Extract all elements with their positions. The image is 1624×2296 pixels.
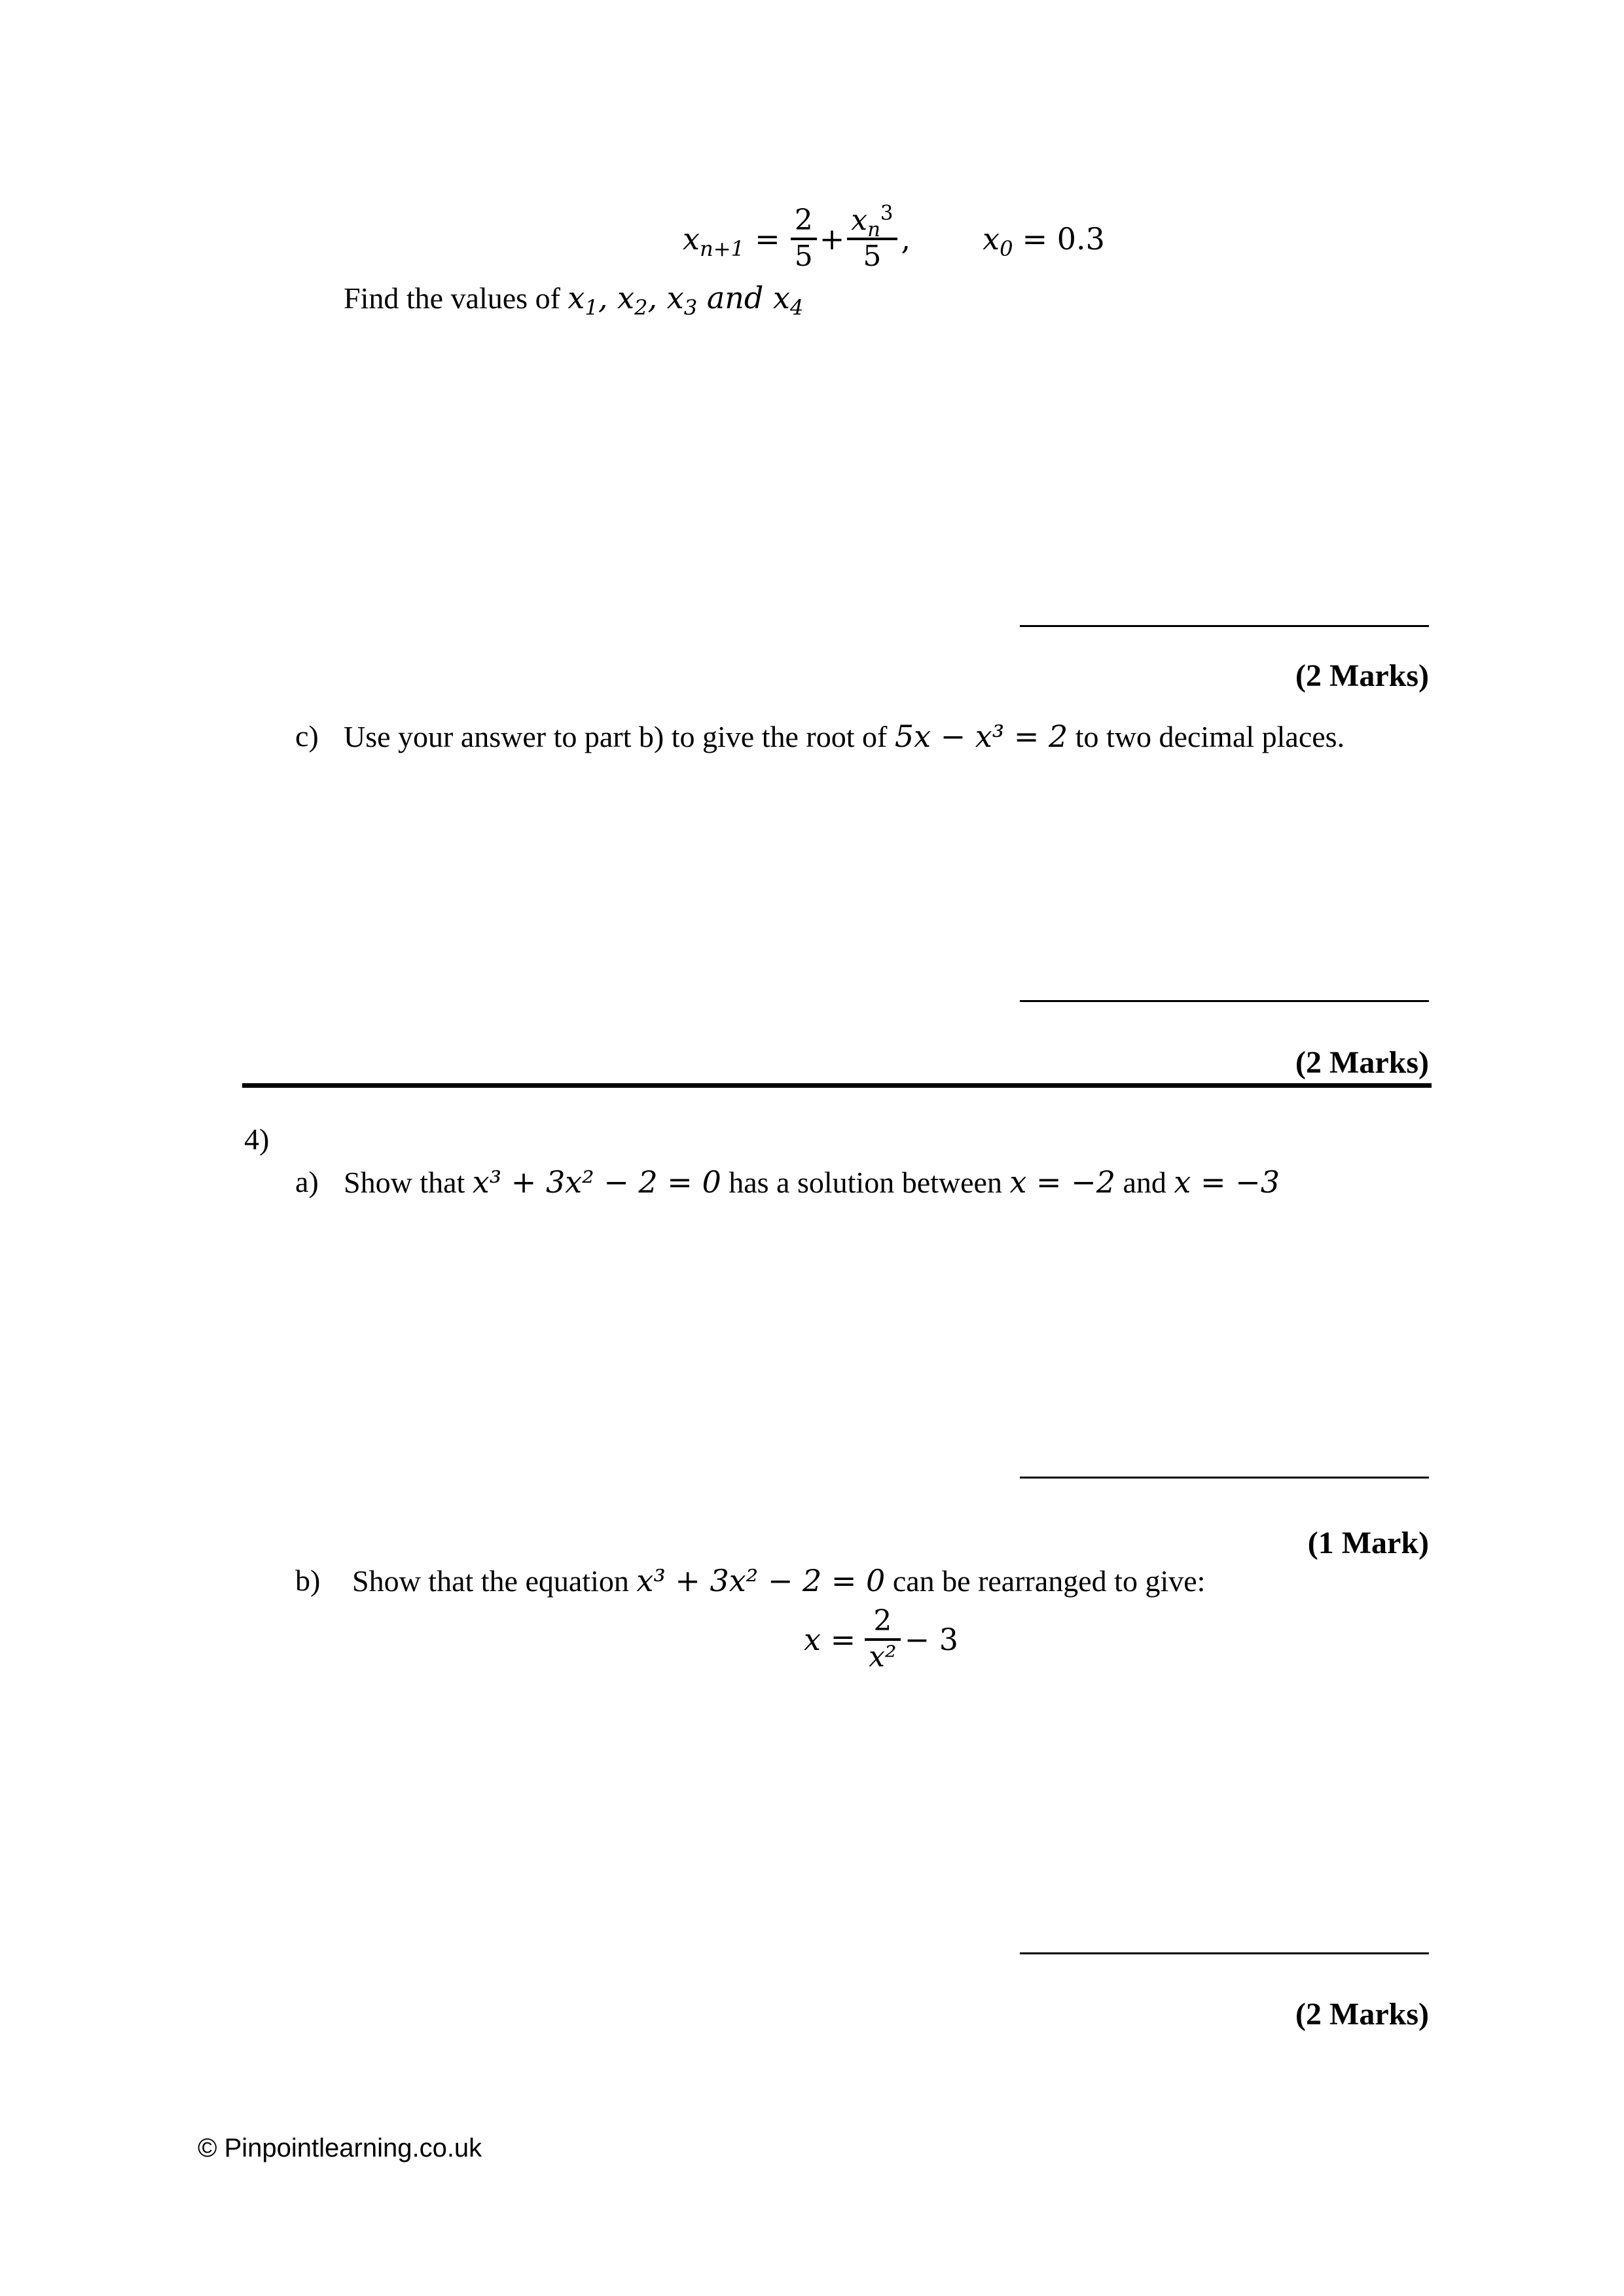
question-separator [242, 1083, 1432, 1088]
q4b-result-lhs: x = [804, 1622, 856, 1657]
q4b-label: b) [295, 1564, 321, 1597]
q4b-answer-line[interactable] [1020, 1952, 1429, 1954]
q4a-bound1: x = −2 [1009, 1164, 1115, 1200]
variable-item: $x_3$ and [666, 280, 773, 321]
variable-item: $x_1$, [568, 280, 618, 321]
q3b-marks: (2 Marks) [1295, 658, 1429, 693]
fraction-two-over-x-squared: $\frac{2}{\text{x²}}$ [865, 1605, 900, 1674]
q4a-marks: (1 Mark) [1307, 1526, 1429, 1560]
q4b-rearranged-formula [804, 1597, 958, 1682]
formula-lhs: $x_{n+1}$ [683, 221, 745, 262]
q3c-equation: 5x − x³ = 2 [894, 719, 1068, 754]
q4b-text: Show that the equation x³ + 3x² − 2 = 0 can be rearranged to give: [352, 1563, 1206, 1598]
q3c-label: c) [295, 719, 319, 753]
q4a-bound2: x = −3 [1174, 1164, 1280, 1200]
formula-equals: = [755, 221, 780, 257]
q3b-answer-line[interactable] [1020, 625, 1429, 627]
q4a-text: Show that x³ + 3x² − 2 = 0 has a solution between x = −2 and x = −3 [344, 1164, 1280, 1200]
fraction-xn-cubed-over-five: $\frac{x_n^3}{5}$ [847, 204, 897, 273]
q4b-marks: (2 Marks) [1295, 1997, 1429, 2032]
q3c-answer-line[interactable] [1020, 1000, 1429, 1002]
q3c-marks: (2 Marks) [1295, 1045, 1429, 1080]
recurrence-formula [683, 193, 1105, 285]
q4-number: 4) [244, 1122, 270, 1156]
q4b-equation: x³ + 3x² − 2 = 0 [636, 1563, 886, 1598]
q4a-answer-line[interactable] [1020, 1477, 1429, 1479]
x0-var: $x_0$ [983, 221, 1013, 262]
q4b-result-tail: − 3 [904, 1622, 958, 1657]
fraction-two-fifths: $\frac{2}{5}$ [791, 204, 817, 273]
formula-plus: + [819, 221, 845, 257]
q3c-text: Use your answer to part b) to give the root of 5x − x³ = 2 to two decimal places. [344, 719, 1345, 754]
formula-comma: , [901, 221, 911, 257]
q3b-prompt: Find the values of $x_1$, $x_2$, $x_3$ and $x_4$ [344, 280, 804, 321]
q4a-label: a) [295, 1165, 319, 1198]
variable-item: $x_4$ [772, 280, 804, 321]
q4a-equation: x³ + 3x² − 2 = 0 [472, 1164, 721, 1200]
footer-copyright: © Pinpointlearning.co.uk [198, 2134, 482, 2162]
x0-value: = 0.3 [1022, 221, 1105, 257]
variable-item: $x_2$, [617, 280, 667, 321]
